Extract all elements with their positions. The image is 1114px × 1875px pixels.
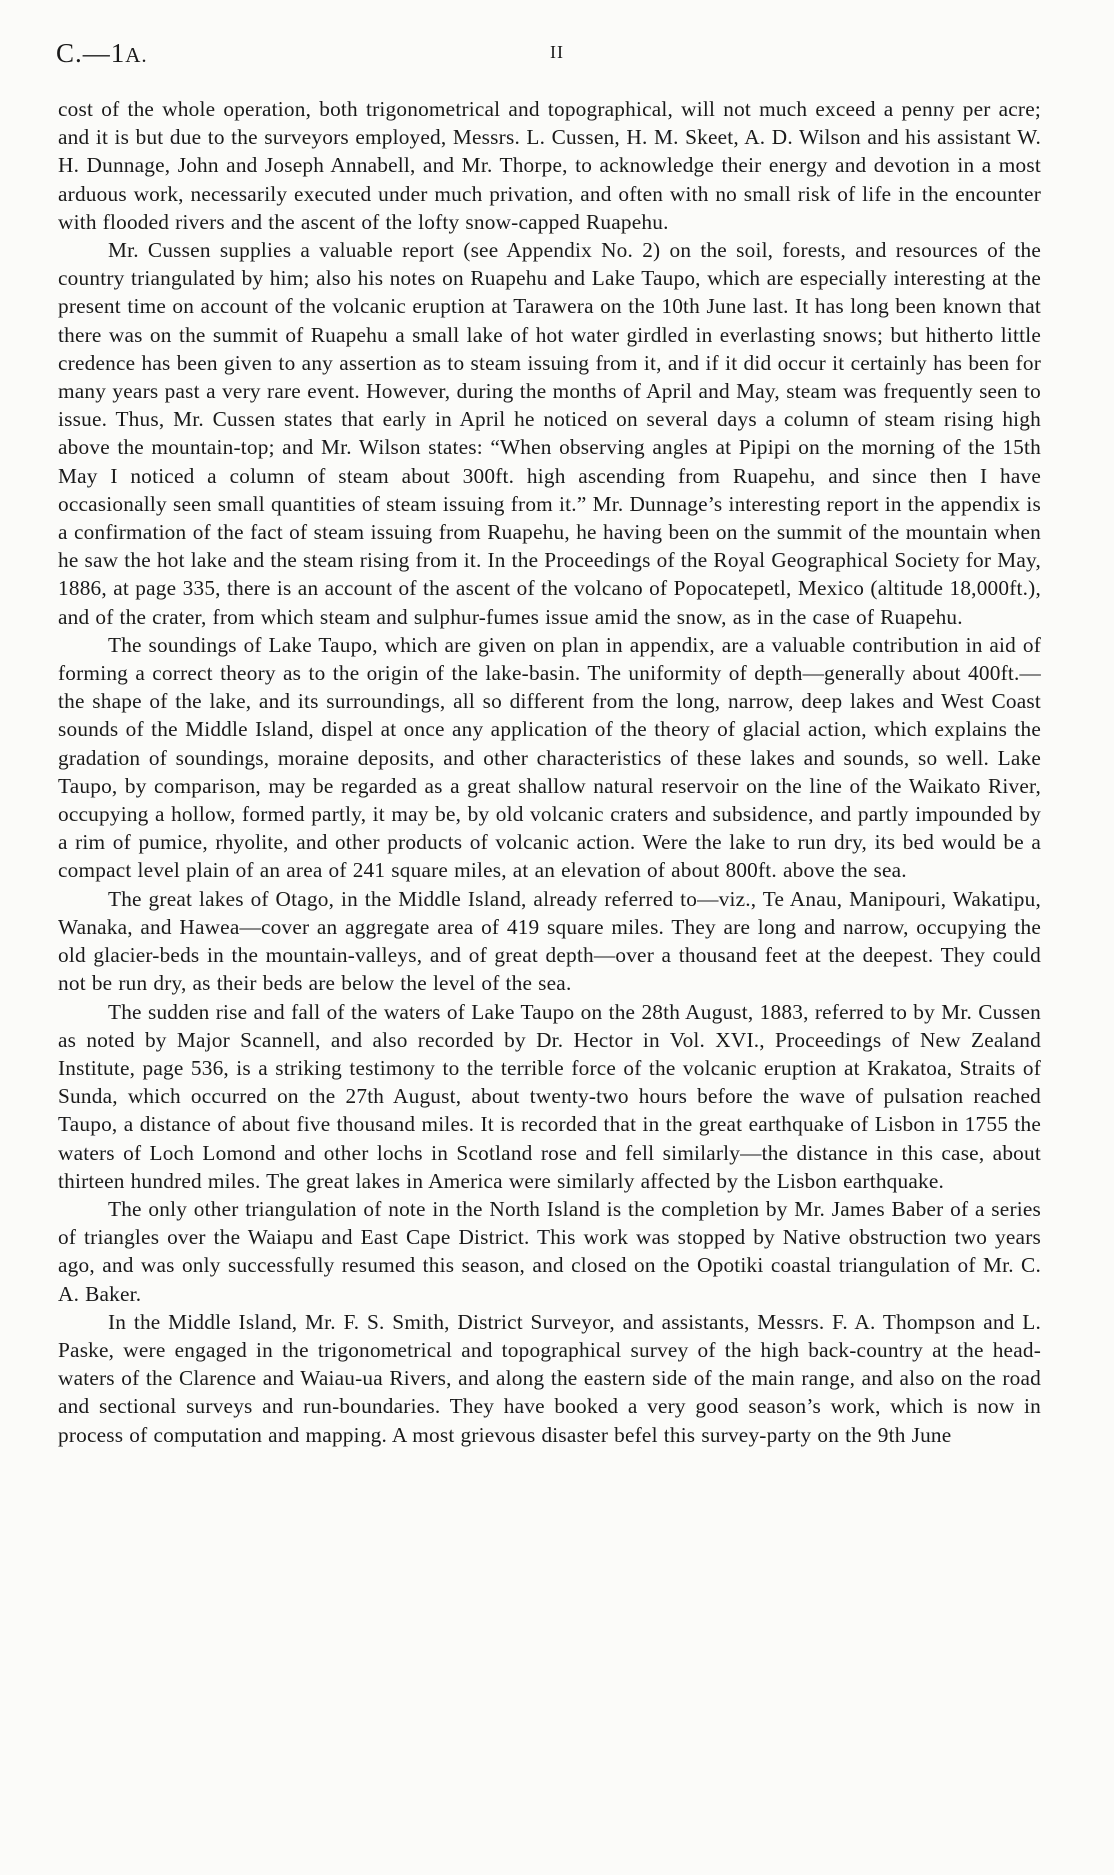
paragraph-survey-costs: cost of the whole operation, both trigonometrical and topographical, will not much exceed a penny per acre; and it is but due to the surveyors employed, Messrs. L. Cussen, H. M. Skeet, A. D. Wilson and his assistant W. H. Dunnage, John and Joseph Annabell, and Mr. Thorpe, to acknowledge their energy and devotion in a most arduous work, necessarily executed under much privation, and often with no small risk of life in the encounter with flooded rivers and the ascent of the lofty snow-capped Ruapehu. (58, 97, 1041, 234)
paragraph-middle-island-survey: In the Middle Island, Mr. F. S. Smith, District Surveyor, and assistants, Messrs. F. A. Thompson and L. Paske, were engaged in the trigonometrical and topographical survey of the high back-country at the head-waters of the Clarence and Waiau-ua Rivers, and along the eastern side of the main range, and also on the road and sectional surveys and run-boundaries. They have booked a very good season’s work, which is now in process of computation and mapping. A most grievous disaster befel this survey-party on the 9th June (58, 1309, 1041, 1447)
page-number: II (550, 42, 564, 62)
report-body (58, 95, 1041, 1449)
page-header (56, 38, 1058, 72)
reference-suffix: A. (125, 43, 148, 67)
paragraph-ruapehu-steam: Mr. Cussen supplies a valuable report (see Appendix No. 2) on the soil, forests, and resources of the country triangulated by him; also his notes on Ruapehu and Lake Taupo, which are especially interesting at the present time on account of the volcanic eruption at Tarawera on the 10th June last. It has long been known that there was on the summit of Ruapehu a small lake of hot water girdled in everlasting snows; but hitherto little credence has been given to any assertion as to steam issuing from it, and if it did occur it certainly has been for many years past a very rare event. However, during the months of April and May, steam was frequently seen to issue. Thus, Mr. Cussen states that early in April he noticed on several days a column of steam rising high above the mountain-top; and Mr. Wilson states: “When observing angles at Pipipi on the morning of the 15th May I noticed a column of steam about 300ft. high ascending from Ruapehu, and since then I have occasionally seen small quantities of steam issuing from it.” Mr. Dunnage’s interesting report in the appendix is a confirmation of the fact of steam issuing from Ruapehu, he having been on the summit of the mountain when he saw the hot lake and the steam rising from it. In the Proceedings of the Royal Geographical Society for May, 1886, at page 335, there is an account of the ascent of the volcano of Popocatepetl, Mexico (altitude 18,000ft.), and of the crater, from which steam and sulphur-fumes issue amid the snow, as in the case of Ruapehu. (58, 238, 1041, 629)
paragraph-taupo-rise-fall: The sudden rise and fall of the waters of Lake Taupo on the 28th August, 1883, referred to by Mr. Cussen as noted by Major Scannell, and also recorded by Dr. Hector in Vol. XVI., Proceedings of New Zealand Institute, page 536, is a striking testimony to the terrible force of the volcanic eruption at Krakatoa, Straits of Sunda, which occurred on the 27th August, about twenty-two hours before the wave of pulsation reached Taupo, a distance of about five thousand miles. It is recorded that in the great earthquake of Lisbon in 1755 the waters of Loch Lomond and other lochs in Scotland rose and fell similarly—the distance in this case, about thirteen hundred miles. The great lakes in America were similarly affected by the Lisbon earthquake. (58, 999, 1041, 1193)
paragraph-lake-taupo-soundings: The soundings of Lake Taupo, which are given on plan in appendix, are a valuable contribution in aid of forming a correct theory as to the origin of the lake-basin. The uniformity of depth—generally about 400ft.—the shape of the lake, and its surroundings, all so different from the long, narrow, deep lakes and West Coast sounds of the Middle Island, dispel at once any application of the theory of glacial action, which explains the gradation of soundings, moraine deposits, and other characteristics of these lakes and sounds, so well. Lake Taupo, by comparison, may be regarded as a great shallow natural reservoir on the line of the Waikato River, occupying a hollow, formed partly, it may be, by old volcanic craters and subsidence, and partly impounded by a rim of pumice, rhyolite, and other products of volcanic action. Were the lake to run dry, its bed would be a compact level plain of an area of 241 square miles, at an elevation of about 800ft. above the sea. (58, 632, 1041, 883)
paragraph-otago-lakes: The great lakes of Otago, in the Middle Island, already referred to—viz., Te Anau, Manipouri, Wakatipu, Wanaka, and Hawea—cover an aggregate area of 419 square miles. They are long and narrow, occupying the old glacier-beds in the mountain-valleys, and of great depth—over a thousand feet at the deepest. They could not be run dry, as their beds are below the level of the sea. (58, 886, 1041, 996)
reference-main: C.—1 (56, 38, 126, 68)
paragraph-north-island-triangulation: The only other triangulation of note in the North Island is the completion by Mr. James Baber of a series of triangles over the Waiapu and East Cape District. This work was stopped by Native obstruction two years ago, and was only successfully resumed this season, and closed on the Opotiki coastal triangulation of Mr. C. A. Baker. (58, 1196, 1041, 1306)
